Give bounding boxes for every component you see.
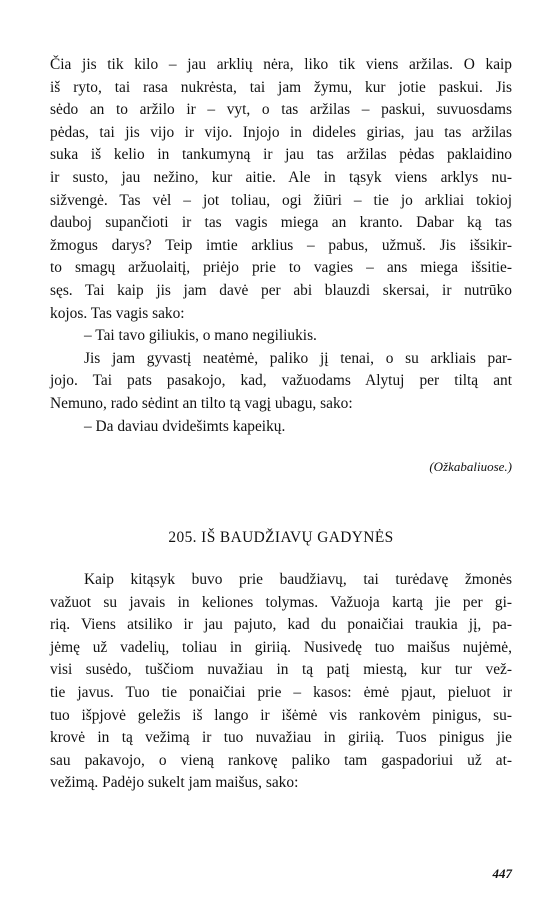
text-line: tie javus. Tuo tie ponaičiai prie – kasos: ėmė pjaut, pieluot ir xyxy=(50,684,512,702)
section-heading: 205. IŠ BAUDŽIAVŲ GADYNĖS xyxy=(168,529,394,547)
text-line: vežimą. Padėjo sukelt jam maišus, sako: xyxy=(50,774,299,792)
text-line: pėdas, tai jis vijo ir vijo. Injojo in dideles girias, jau tas aržilas xyxy=(50,123,512,141)
text-line: važuot su javais in keliones tolymas. Važuoja kartą jie per gi- xyxy=(50,593,512,611)
text-line: Kaip kitąsyk buvo prie baudžiavų, tai turėdavę žmonės xyxy=(84,571,512,589)
text-line: krovė in tą vežimą ir tuo nuvažiau in giriią. Tuos pinigus jie xyxy=(50,729,512,747)
dialogue-line: – Tai tavo giliukis, o mano negiliukis. xyxy=(84,327,317,345)
text-line: suka iš kelio in tankumyną ir jau tas aržilas pėdas paklaidino xyxy=(50,146,512,164)
text-line: žmogus darys? Teip imtie arklius – pabus, užmuš. Jis išsikir- xyxy=(50,236,512,254)
text-line: dauboj supančioti ir tas vagis miega an kranto. Dabar ką tas xyxy=(50,214,512,232)
text-line: jėmę už vadelių, toliau in giriią. Nusivedę tuo maišus nujėmė, xyxy=(50,638,512,656)
text-line: Nemuno, rado sėdint an tilto tą vagį ubagu, sako: xyxy=(50,394,353,412)
text-line: sižvengė. Tas vėl – jot toliau, ogi žiūri – tie jo arkliai tokioj xyxy=(50,191,512,209)
text-line: to smagų aržuolaitį, priėjo prie to vagies – ans miega išsitie- xyxy=(50,259,512,277)
text-line: tuo išpjovė geležis iš lango ir išėmė vis rankovėm pinigus, su- xyxy=(50,706,512,724)
text-line: jojo. Tai pats pasakojo, kad, važuodams Alytuj per tiltą ant xyxy=(50,372,512,390)
text-line: kojos. Tas vagis sako: xyxy=(50,304,185,322)
text-line: rią. Viens atsiliko ir jau pajuto, kad du ponaičiai traukia jį, pa- xyxy=(50,616,512,634)
text-line: Čia jis tik kilo – jau arklių nėra, liko tik viens aržilas. O kaip xyxy=(50,56,512,73)
story-text xyxy=(50,54,512,438)
source-note: (Ožkabaliuose.) xyxy=(429,459,512,475)
section-text xyxy=(50,569,512,795)
text-line: visi susėdo, tuščiom nuvažiau in tą patį miestą, kur tur vež- xyxy=(50,661,512,679)
dialogue-line: – Da daviau dvidešimts kapeikų. xyxy=(84,417,286,435)
text-line: sęs. Tai kaip jis jam davė per abi blauzdi skersai, ir nutrūko xyxy=(50,281,512,299)
text-line: iš ryto, tai rasa nukrėsta, tai jam žymu, kur jotie paskui. Jis xyxy=(50,78,512,96)
text-line: ir susto, jau nežino, kur aitie. Ale in tąsyk viens arklys nu- xyxy=(50,168,512,186)
text-line: Jis jam gyvastį neatėmė, paliko jį tenai, o su arkliais par- xyxy=(84,349,512,367)
text-line: sėdo an to aržilo ir – vyt, o tas aržilas – paskui, suvuosdams xyxy=(50,101,512,119)
text-line: sau pakavojo, o vieną rankovę paliko tam gaspadoriui už at- xyxy=(50,751,512,769)
page-number: 447 xyxy=(492,866,512,881)
